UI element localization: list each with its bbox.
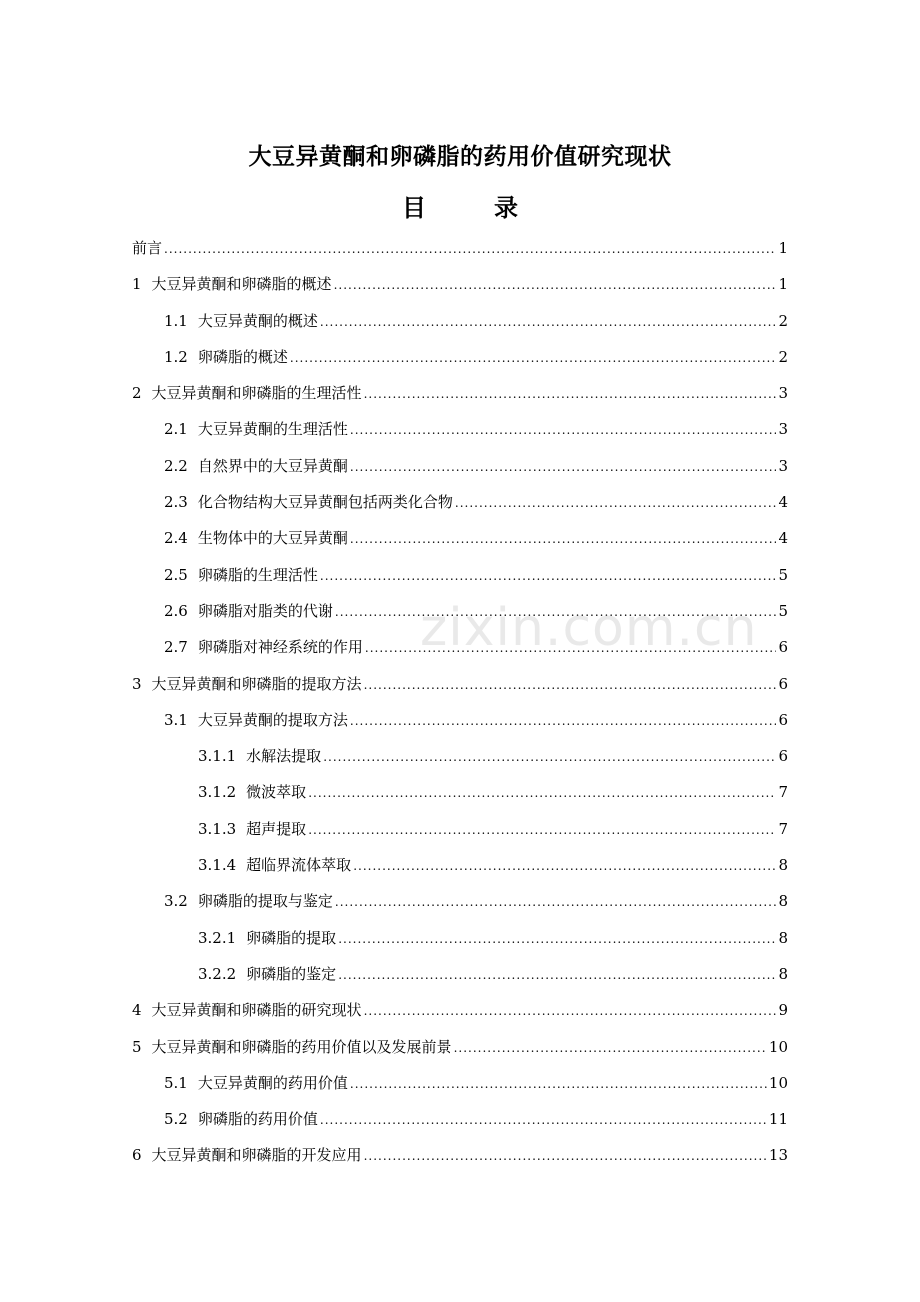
toc-entry[interactable] [132,811,788,847]
toc-entry-number: 5.1 [164,1073,188,1092]
toc-entry-number: 3.1.3 [198,819,237,838]
toc-entry[interactable] [132,448,788,484]
toc-entry-title: 大豆异黄酮和卵磷脂的生理活性 [151,384,362,403]
toc-leader-dots [454,1030,767,1066]
toc-entry-title: 超声提取 [246,819,307,838]
toc-entry-title: 卵磷脂对脂类的代谢 [197,601,333,620]
watermark: zixin.com.cn [420,598,758,658]
toc-entry-number: 2.1 [164,420,188,439]
toc-leader-dots [164,231,776,267]
toc-entry-page: 1 [778,275,788,294]
toc-entry-number: 2.4 [164,529,188,548]
toc-leader-dots [320,1102,767,1138]
toc-leader-dots [364,667,777,703]
toc-entry-title: 大豆异黄酮和卵磷脂的开发应用 [151,1146,362,1165]
toc-entry-page: 8 [778,964,788,983]
toc-entry-title: 卵磷脂对神经系统的作用 [197,638,363,657]
toc-leader-dots [353,848,776,884]
toc-entry-number: 4 [132,1001,142,1020]
toc-entry[interactable] [132,303,788,339]
toc-entry[interactable] [132,738,788,774]
toc-leader-dots [308,812,776,848]
toc-entry-page: 6 [778,674,788,693]
toc-entry[interactable] [132,883,788,919]
toc-leader-dots [364,376,777,412]
toc-entry-page: 6 [778,638,788,657]
toc-entry-title: 卵磷脂的提取 [246,928,337,947]
toc-entry-page: 8 [778,928,788,947]
toc-leader-dots [350,449,777,485]
toc-entry-page: 3 [778,384,788,403]
toc-entry-title: 大豆异黄酮和卵磷脂的概述 [151,275,332,294]
toc-entry-page: 11 [768,1110,788,1129]
toc-entry-title: 大豆异黄酮的提取方法 [197,710,348,729]
toc-entry-number: 5 [132,1037,142,1056]
toc-entry-title: 大豆异黄酮的生理活性 [197,420,348,439]
toc-leader-dots [350,412,777,448]
toc-entry[interactable] [132,1029,788,1065]
document-title: 大豆异黄酮和卵磷脂的药用价值研究现状 [248,143,672,170]
toc-entry[interactable] [132,956,788,992]
toc-leader-dots [334,267,777,303]
toc-leader-dots [338,957,776,993]
toc-entry-page: 8 [778,892,788,911]
toc-entry-title: 大豆异黄酮和卵磷脂的药用价值以及发展前景 [151,1037,452,1056]
toc-leader-dots [350,703,777,739]
toc-entry-title: 大豆异黄酮的药用价值 [197,1073,348,1092]
toc-entry[interactable] [132,520,788,556]
toc-entry-page: 5 [778,601,788,620]
toc-entry-page: 3 [778,420,788,439]
toc-entry-page: 2 [778,311,788,330]
toc-entry-number: 5.2 [164,1110,188,1129]
toc-entry-title: 大豆异黄酮和卵磷脂的研究现状 [151,1001,362,1020]
toc-leader-dots [455,485,777,521]
toc-entry-number: 3.1.2 [198,783,237,802]
toc-entry-title: 超临界流体萃取 [246,856,352,875]
toc-entry-title: 卵磷脂的提取与鉴定 [197,892,333,911]
toc-entry-number: 3.1.1 [198,747,237,766]
toc-leader-dots [323,739,776,775]
toc-entry[interactable] [132,774,788,810]
toc-entry[interactable] [132,1101,788,1137]
toc-entry-number: 1.1 [164,311,188,330]
toc-entry-title: 水解法提取 [246,747,322,766]
toc-entry-page: 5 [778,565,788,584]
toc-entry-number: 3.2.1 [198,928,237,947]
toc-entry-title: 卵磷脂的鉴定 [246,964,337,983]
toc-entry[interactable] [132,339,788,375]
toc-entry-page: 4 [778,493,788,512]
toc-entry-page: 9 [778,1001,788,1020]
toc-entry-number: 2 [132,384,142,403]
toc-entry-title: 生物体中的大豆异黄酮 [197,529,348,548]
toc-entry[interactable] [132,666,788,702]
toc-entry-page: 13 [768,1146,788,1165]
toc-entry-page: 1 [778,239,788,257]
toc-entry-page: 7 [778,819,788,838]
toc-heading: 目 录 [402,193,540,222]
toc-entry-title: 大豆异黄酮和卵磷脂的提取方法 [151,674,362,693]
toc-entry[interactable] [132,1137,788,1173]
toc-entry-page: 7 [778,783,788,802]
table-of-contents [132,230,788,1174]
toc-leader-dots [350,1066,767,1102]
toc-entry-page: 4 [778,529,788,548]
toc-entry-page: 3 [778,456,788,475]
toc-entry-number: 3.2.2 [198,964,237,983]
toc-entry[interactable] [132,920,788,956]
toc-entry-number: 6 [132,1146,142,1165]
toc-entry[interactable] [132,1065,788,1101]
toc-entry-title: 卵磷脂的概述 [197,347,288,366]
toc-entry-page: 6 [778,747,788,766]
toc-entry-page: 10 [768,1073,788,1092]
toc-entry[interactable] [132,992,788,1028]
toc-entry-number: 1.2 [164,347,188,366]
toc-leader-dots [308,775,776,811]
toc-entry-page: 2 [778,347,788,366]
toc-entry[interactable] [132,375,788,411]
toc-entry-title: 大豆异黄酮的概述 [197,311,318,330]
toc-entry-number: 3.2 [164,892,188,911]
toc-entry-number: 2.7 [164,638,188,657]
toc-leader-dots [338,921,776,957]
toc-leader-dots [364,993,777,1029]
toc-entry-number: 2.6 [164,601,188,620]
toc-entry-title: 微波萃取 [246,783,307,802]
toc-entry[interactable] [132,557,788,593]
toc-entry-title: 前言 [132,239,163,257]
toc-entry-number: 3 [132,674,142,693]
toc-entry-number: 2.5 [164,565,188,584]
toc-entry-page: 10 [768,1037,788,1056]
toc-leader-dots [320,558,777,594]
toc-entry[interactable] [132,702,788,738]
toc-entry-title: 卵磷脂的药用价值 [197,1110,318,1129]
toc-entry[interactable] [132,230,788,266]
toc-entry-number: 3.1 [164,710,188,729]
toc-entry-page: 6 [778,710,788,729]
toc-leader-dots [350,521,777,557]
toc-entry-number: 3.1.4 [198,856,237,875]
toc-leader-dots [335,884,777,920]
toc-leader-dots [290,340,777,376]
toc-entry-number: 2.2 [164,456,188,475]
toc-entry-page: 8 [778,856,788,875]
toc-entry[interactable] [132,847,788,883]
toc-entry-number: 1 [132,275,142,294]
toc-entry-title: 卵磷脂的生理活性 [197,565,318,584]
toc-entry-number: 2.3 [164,493,188,512]
toc-leader-dots [364,1138,767,1174]
toc-entry-title: 化合物结构大豆异黄酮包括两类化合物 [197,493,453,512]
toc-entry-title: 自然界中的大豆异黄酮 [197,456,348,475]
toc-entry[interactable] [132,266,788,302]
toc-entry[interactable] [132,411,788,447]
toc-entry[interactable] [132,484,788,520]
toc-leader-dots [320,304,777,340]
